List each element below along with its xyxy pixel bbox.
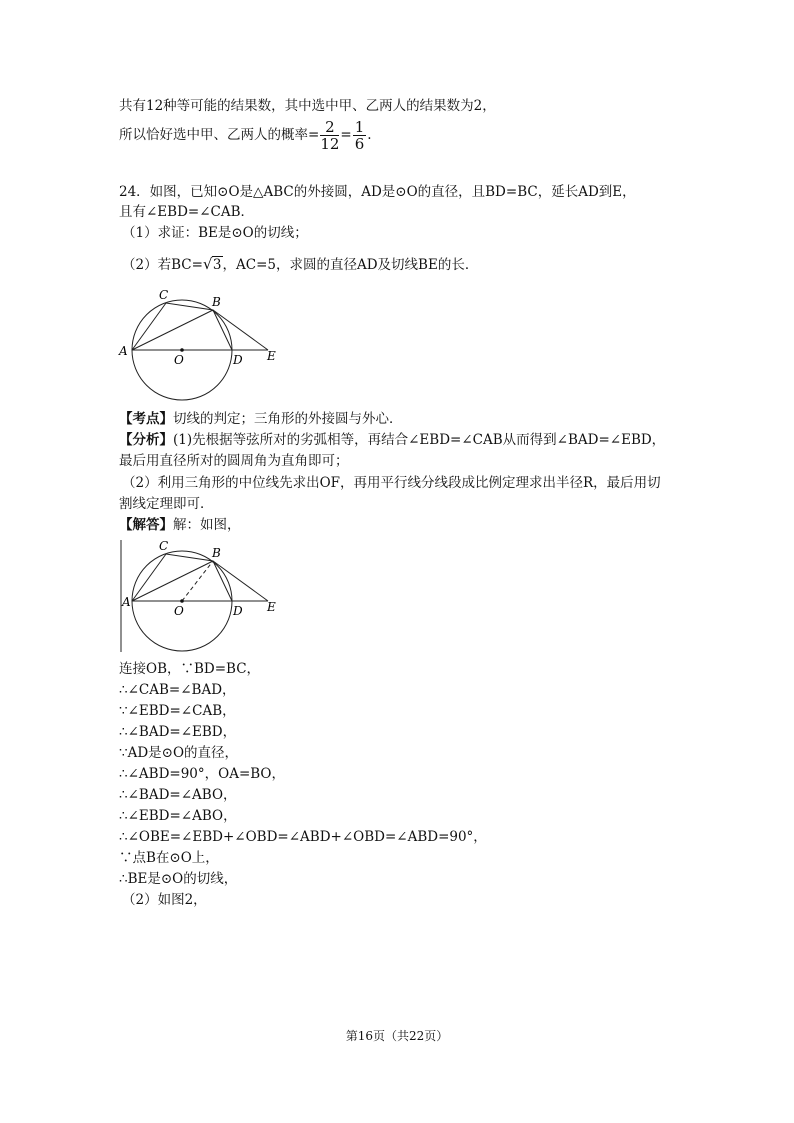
fenxi-line-3: （2）利用三角形的中位线先求出OF，再用平行线分线段成比例定理求出半径R，最后用切 bbox=[122, 475, 661, 491]
fenxi-line-2: 最后用直径所对的圆周角为直角即可； bbox=[119, 453, 349, 469]
dashed-segment-ob bbox=[182, 561, 213, 601]
fraction-1-6 bbox=[353, 119, 367, 152]
segment-ab bbox=[132, 310, 213, 350]
fenxi-tag: 【分析】 bbox=[119, 432, 173, 448]
sqrt-3 bbox=[203, 256, 223, 274]
label-a: A bbox=[119, 344, 128, 358]
label-a: A bbox=[122, 595, 131, 609]
label-e: E bbox=[267, 600, 276, 614]
kaodian-tag: 【考点】 bbox=[119, 411, 173, 427]
solution-step: ∴∠BAD=∠ABO， bbox=[119, 787, 237, 803]
radicand: 3 bbox=[212, 257, 222, 273]
segment-be bbox=[213, 561, 268, 601]
fraction-2-12 bbox=[320, 119, 339, 152]
fenxi-line-4: 割线定理即可． bbox=[119, 496, 214, 512]
solution-step: （2）如图2， bbox=[122, 892, 207, 908]
page-footer: 第16页（共22页） bbox=[345, 1029, 449, 1043]
solution-step: ∴∠EBD=∠ABO， bbox=[119, 808, 237, 824]
label-d: D bbox=[233, 353, 243, 367]
fraction-denominator: 6 bbox=[354, 135, 365, 153]
solution-step: ∴∠CAB=∠BAD， bbox=[119, 682, 236, 698]
solution-step: ∴∠ABD=90°，OA=BO， bbox=[119, 766, 286, 782]
problem-line-1: 24．如图，已知⊙O是△ABC的外接圆，AD是⊙O的直径，且BD=BC，延长AD到E， bbox=[119, 184, 636, 200]
problem-line-2: 且有∠EBD=∠CAB． bbox=[119, 204, 255, 220]
segment-be bbox=[213, 310, 268, 350]
jieda-tag: 【解答】 bbox=[119, 517, 173, 533]
equals-sign: = bbox=[340, 127, 352, 143]
jieda-line bbox=[119, 516, 241, 534]
label-c: C bbox=[159, 288, 169, 302]
label-c: C bbox=[159, 539, 169, 553]
radical-sign-icon: √ bbox=[202, 255, 213, 273]
solution-step: ∴∠BAD=∠EBD， bbox=[119, 724, 237, 740]
geometry-figure-1 bbox=[115, 285, 290, 415]
prev-line-1: 共有12种等可能的结果数，其中选中甲、乙两人的结果数为2， bbox=[119, 98, 496, 114]
center-point bbox=[180, 348, 184, 352]
solution-step: ∵AD是⊙O的直径， bbox=[119, 745, 239, 761]
solution-step: ∵∠EBD=∠CAB， bbox=[119, 703, 236, 719]
jieda-intro: 解：如图， bbox=[173, 517, 241, 533]
center-point bbox=[180, 599, 184, 603]
geometry-figure-2 bbox=[115, 538, 290, 653]
fraction-numerator: 1 bbox=[354, 118, 365, 136]
solution-step: ∵点B在⊙O上， bbox=[119, 850, 219, 866]
part-2-prefix: （2）若BC= bbox=[122, 257, 203, 273]
solution-step: ∴∠OBE=∠EBD+∠OBD=∠ABD+∠OBD=∠ABD=90°， bbox=[119, 829, 487, 845]
label-b: B bbox=[212, 546, 221, 560]
prev-line-2-suffix: . bbox=[367, 127, 372, 143]
kaodian-text: 切线的判定；三角形的外接圆与外心． bbox=[173, 411, 403, 427]
label-o: O bbox=[174, 353, 184, 367]
label-o: O bbox=[174, 604, 184, 618]
solution-step: ∴BE是⊙O的切线， bbox=[119, 871, 238, 887]
problem-part-2 bbox=[122, 256, 478, 274]
label-e: E bbox=[267, 349, 276, 363]
label-d: D bbox=[233, 604, 243, 618]
kaodian-line bbox=[119, 410, 403, 428]
fenxi-text-1: (1)先根据等弦所对的劣弧相等，再结合∠EBD=∠CAB从而得到∠BAD=∠EBD， bbox=[173, 432, 666, 448]
solution-step: 连接OB，∵BD=BC， bbox=[119, 661, 261, 677]
fenxi-line-1 bbox=[119, 431, 665, 449]
segment-ab bbox=[132, 561, 213, 601]
problem-part-1: （1）求证：BE是⊙O的切线； bbox=[122, 225, 308, 241]
fraction-denominator: 12 bbox=[320, 135, 340, 153]
fraction-numerator: 2 bbox=[320, 119, 339, 136]
prev-line-2-prefix: 所以恰好选中甲、乙两人的概率= bbox=[119, 127, 320, 143]
label-b: B bbox=[212, 295, 221, 309]
prev-line-2 bbox=[119, 119, 372, 152]
part-2-suffix: ，AC=5，求圆的直径AD及切线BE的长． bbox=[222, 257, 479, 273]
